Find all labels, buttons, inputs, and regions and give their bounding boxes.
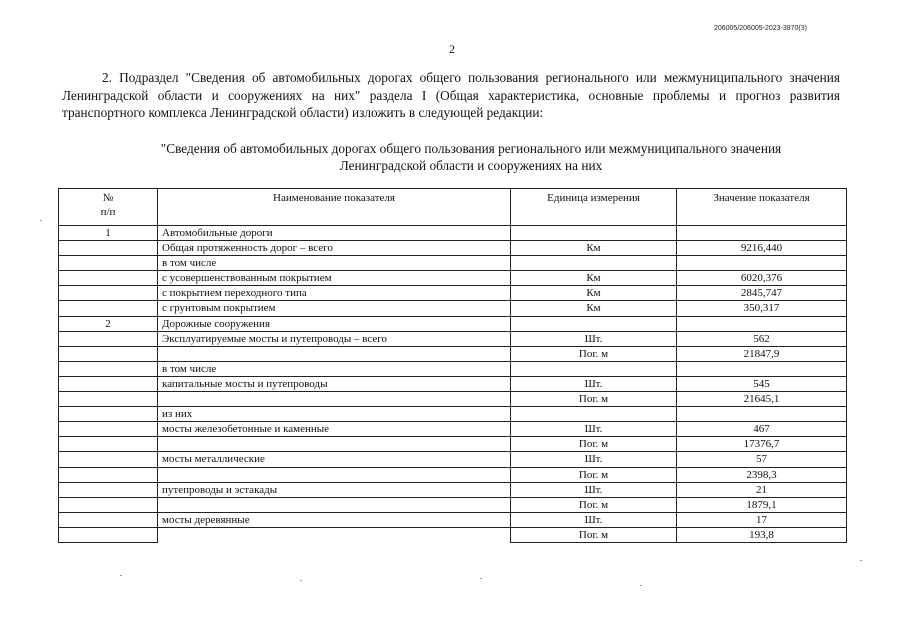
row-number-cell	[59, 467, 158, 482]
row-number-cell	[59, 437, 158, 452]
indicator-name-cell	[158, 346, 511, 361]
row-number-cell: 2	[59, 316, 158, 331]
amendment-paragraph-text: 2. Подраздел "Сведения об автомобильных дорогах общего пользования регионального или межмуниципального значения Ленинградской области и сооружениях на них" раздела I (Общая характеристика, основные проблемы и прогноз развития транспортного комплекса Ленинградской области) изложить в следующей редакции:	[62, 70, 840, 120]
table-title	[100, 140, 842, 174]
table-row	[59, 361, 847, 376]
table-row	[59, 527, 847, 542]
row-number-cell	[59, 286, 158, 301]
indicator-name-cell	[158, 437, 511, 452]
unit-cell: Шт.	[511, 376, 677, 391]
table-title-line-2: Ленинградской области и сооружениях на них	[339, 158, 603, 173]
header-num-line-1: №	[102, 192, 114, 204]
row-number-cell: 1	[59, 226, 158, 241]
value-cell: 57	[677, 452, 847, 467]
value-cell: 21645,1	[677, 392, 847, 407]
unit-cell: Шт.	[511, 331, 677, 346]
row-number-cell	[59, 512, 158, 527]
unit-cell	[511, 256, 677, 271]
unit-cell: Пог. м	[511, 346, 677, 361]
indicator-name-cell	[158, 467, 511, 482]
indicator-name-cell: из них	[158, 407, 511, 422]
row-number-cell	[59, 482, 158, 497]
header-num	[59, 189, 158, 226]
row-number-cell	[59, 241, 158, 256]
table-row	[59, 226, 847, 241]
unit-cell: Км	[511, 241, 677, 256]
indicator-name-cell: с усовершенствованным покрытием	[158, 271, 511, 286]
indicator-name-cell: путепроводы и эстакады	[158, 482, 511, 497]
value-cell: 1879,1	[677, 497, 847, 512]
value-cell: 6020,376	[677, 271, 847, 286]
value-cell	[677, 316, 847, 331]
value-cell: 562	[677, 331, 847, 346]
unit-cell: Шт.	[511, 452, 677, 467]
unit-cell	[511, 407, 677, 422]
unit-cell: Км	[511, 271, 677, 286]
table-row	[59, 452, 847, 467]
unit-cell: Пог. м	[511, 497, 677, 512]
value-cell	[677, 256, 847, 271]
table-row	[59, 331, 847, 346]
row-number-cell	[59, 256, 158, 271]
page-number: 2	[449, 42, 455, 56]
indicator-name-cell	[158, 392, 511, 407]
row-number-cell	[59, 407, 158, 422]
value-cell: 21	[677, 482, 847, 497]
row-number-cell	[59, 452, 158, 467]
row-number-cell	[59, 301, 158, 316]
header-name: Наименование показателя	[158, 189, 511, 226]
indicator-name-cell	[158, 497, 511, 512]
table-row	[59, 256, 847, 271]
indicator-name-cell: Автомобильные дороги	[158, 226, 511, 241]
header-value: Значение показателя	[677, 189, 847, 226]
unit-cell: Пог. м	[511, 467, 677, 482]
indicator-name-cell: в том числе	[158, 361, 511, 376]
table-row	[59, 392, 847, 407]
table-row	[59, 346, 847, 361]
table-row	[59, 467, 847, 482]
table-row	[59, 482, 847, 497]
value-cell: 545	[677, 376, 847, 391]
value-cell	[677, 407, 847, 422]
value-cell: 350,317	[677, 301, 847, 316]
table-row	[59, 437, 847, 452]
table-row	[59, 241, 847, 256]
header-unit: Единица измерения	[511, 189, 677, 226]
unit-cell	[511, 226, 677, 241]
table-row	[59, 497, 847, 512]
indicator-name-cell: капитальные мосты и путепроводы	[158, 376, 511, 391]
table-row	[59, 407, 847, 422]
value-cell: 17376,7	[677, 437, 847, 452]
unit-cell: Пог. м	[511, 437, 677, 452]
unit-cell: Пог. м	[511, 392, 677, 407]
value-cell	[677, 226, 847, 241]
table-body	[59, 226, 847, 543]
table-row	[59, 271, 847, 286]
road-data-table	[58, 188, 847, 543]
unit-cell: Км	[511, 301, 677, 316]
row-number-cell	[59, 376, 158, 391]
unit-cell: Км	[511, 286, 677, 301]
table-row	[59, 316, 847, 331]
row-number-cell	[59, 271, 158, 286]
indicator-name-cell: Эксплуатируемые мосты и путепроводы – всего	[158, 331, 511, 346]
indicator-name-cell: в том числе	[158, 256, 511, 271]
amendment-paragraph	[62, 69, 840, 122]
value-cell: 193,8	[677, 527, 847, 542]
unit-cell: Пог. м	[511, 527, 677, 542]
row-number-cell	[59, 527, 158, 542]
row-number-cell	[59, 346, 158, 361]
document-code: 206005/206005-2023-3870(3)	[713, 25, 807, 32]
value-cell: 2398,3	[677, 467, 847, 482]
row-number-cell	[59, 331, 158, 346]
row-number-cell	[59, 392, 158, 407]
indicator-name-cell: Дорожные сооружения	[158, 316, 511, 331]
indicator-name-cell: мосты железобетонные и каменные	[158, 422, 511, 437]
table-row	[59, 422, 847, 437]
table-header-row	[59, 189, 847, 226]
header-num-line-2: п/п	[100, 206, 116, 219]
value-cell: 17	[677, 512, 847, 527]
value-cell	[677, 361, 847, 376]
indicator-name-cell: с грунтовым покрытием	[158, 301, 511, 316]
indicator-name-cell	[158, 527, 511, 542]
value-cell: 21847,9	[677, 346, 847, 361]
indicator-name-cell: мосты деревянные	[158, 512, 511, 527]
unit-cell: Шт.	[511, 482, 677, 497]
row-number-cell	[59, 497, 158, 512]
indicator-name-cell: Общая протяженность дорог – всего	[158, 241, 511, 256]
value-cell: 467	[677, 422, 847, 437]
unit-cell	[511, 316, 677, 331]
indicator-name-cell: мосты металлические	[158, 452, 511, 467]
row-number-cell	[59, 361, 158, 376]
value-cell: 9216,440	[677, 241, 847, 256]
unit-cell: Шт.	[511, 512, 677, 527]
indicator-name-cell: с покрытием переходного типа	[158, 286, 511, 301]
table-row	[59, 512, 847, 527]
row-number-cell	[59, 422, 158, 437]
table-row	[59, 301, 847, 316]
table-title-line-1: "Сведения об автомобильных дорогах общего пользования регионального или межмуниципального значения	[160, 141, 782, 156]
table-row	[59, 286, 847, 301]
value-cell: 2845,747	[677, 286, 847, 301]
unit-cell: Шт.	[511, 422, 677, 437]
unit-cell	[511, 361, 677, 376]
table-row	[59, 376, 847, 391]
